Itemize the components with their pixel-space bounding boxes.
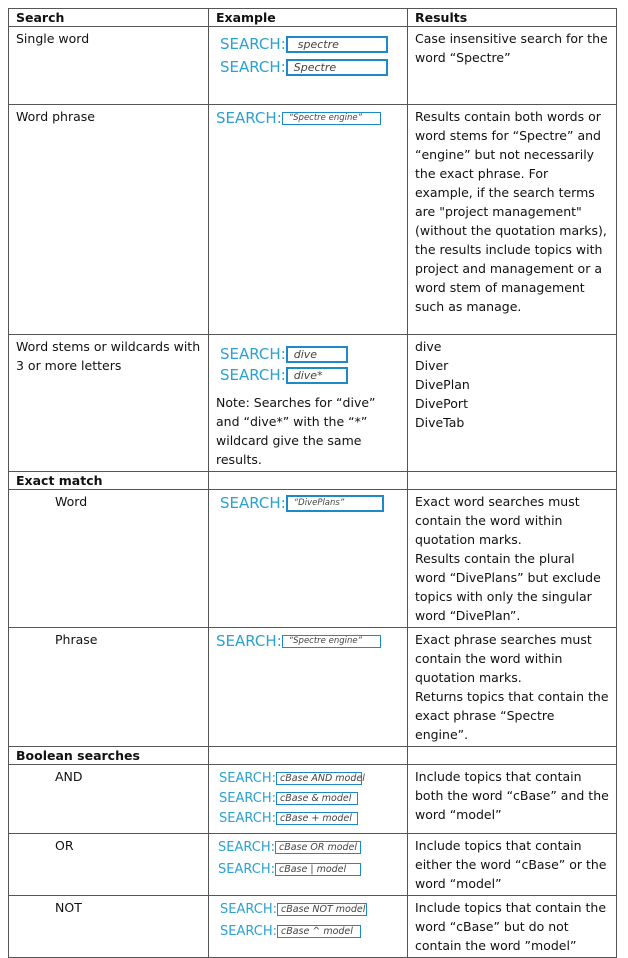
search-term: cBase OR model: [278, 842, 358, 853]
row-exact-phrase: [9, 628, 617, 747]
search-term: dive*: [293, 369, 323, 382]
search-term: cBase NOT model: [280, 904, 366, 915]
search-label: SEARCH:: [216, 632, 282, 650]
search-box: [275, 841, 361, 854]
search-term: “DivePlans”: [293, 498, 345, 508]
search-term: Spectre: [293, 61, 337, 74]
search-type-label: Word stems or wildcards with 3 or more letters: [9, 335, 209, 472]
search-label: SEARCH:: [220, 494, 286, 512]
search-term: “Spectre engine”: [288, 636, 363, 646]
search-box: [286, 495, 384, 512]
search-type-label: OR: [9, 834, 209, 896]
search-label: SEARCH:: [220, 924, 277, 939]
result-item: dive: [415, 339, 442, 354]
example-cell: [209, 896, 408, 958]
section-label: Boolean searches: [9, 747, 209, 765]
search-example: [220, 58, 400, 77]
search-term: cBase AND model: [279, 773, 365, 784]
example-cell: [209, 490, 408, 628]
row-word-stems: [9, 335, 617, 472]
row-exact-word: [9, 490, 617, 628]
example-note: Note: Searches for “dive” and “dive*” with the “*” wildcard give the same results.: [216, 395, 376, 467]
search-example: [216, 109, 400, 128]
search-label: SEARCH:: [220, 58, 286, 76]
search-label: SEARCH:: [219, 811, 276, 826]
search-box: [277, 925, 361, 938]
search-type-label: Single word: [9, 27, 209, 105]
result-text: Case insensitive search for the word “Spectre”: [408, 27, 617, 105]
search-box: [276, 772, 365, 785]
search-example: [220, 900, 400, 919]
result-list: [408, 335, 617, 472]
row-not: [9, 896, 617, 958]
section-label: Exact match: [9, 472, 209, 490]
result-text: Include topics that contain either the word “cBase” or the word “model”: [408, 834, 617, 896]
search-label: SEARCH:: [220, 35, 286, 53]
row-or: [9, 834, 617, 896]
search-box: [276, 792, 358, 805]
result-text: Include topics that contain both the word “cBase” and the word “model”: [408, 765, 617, 834]
section-exact-match: [9, 472, 617, 490]
result-item: DiveTab: [415, 415, 465, 430]
example-cell: [209, 765, 408, 834]
header-search: Search: [9, 9, 209, 27]
example-cell: [209, 105, 408, 335]
result-text: Include topics that contain the word “cBase” but do not contain the word ”model”: [408, 896, 617, 958]
row-word-phrase: [9, 105, 617, 335]
search-type-label: Word phrase: [9, 105, 209, 335]
search-term: “Spectre engine”: [288, 113, 363, 123]
section-boolean: [9, 747, 617, 765]
result-text: Exact word searches must contain the word within quotation marks.: [415, 494, 580, 547]
example-cell: [209, 628, 408, 747]
row-single-word: [9, 27, 617, 105]
search-box: [286, 346, 348, 363]
header-example: Example: [209, 9, 408, 27]
search-syntax-table: [8, 8, 617, 958]
search-box: [276, 812, 358, 825]
example-cell: [209, 27, 408, 105]
search-label: SEARCH:: [220, 366, 286, 384]
header-results: Results: [408, 9, 617, 27]
result-text: Returns topics that contain the exact phrase “Spectre engine”.: [415, 689, 609, 742]
search-type-label: AND: [9, 765, 209, 834]
search-term: cBase ^ model: [280, 926, 353, 937]
search-example: [216, 632, 400, 651]
search-type-label: Phrase: [9, 628, 209, 747]
result-list: [408, 490, 617, 628]
search-box: [277, 903, 367, 916]
result-text: Exact phrase searches must contain the word within quotation marks.: [415, 632, 592, 685]
row-and: [9, 765, 617, 834]
search-example: [218, 838, 400, 857]
search-box: [286, 36, 388, 53]
search-term: cBase + model: [279, 813, 352, 824]
search-box: [282, 112, 381, 125]
search-example: [220, 494, 400, 513]
search-example: [218, 860, 400, 879]
search-example: [220, 922, 400, 941]
search-box: [286, 59, 388, 76]
example-cell: [209, 834, 408, 896]
search-example: [220, 345, 400, 364]
search-box: [275, 863, 361, 876]
search-label: SEARCH:: [216, 109, 282, 127]
search-type-label: NOT: [9, 896, 209, 958]
search-label: SEARCH:: [220, 902, 277, 917]
result-text: Results contain both words or word stems for “Spectre” and “engine” but not necessarily the exact phrase. For example, if the search terms are "project management" (without the quotation marks), the results include topics with project and management or a word stem of management such as manage.: [408, 105, 617, 335]
search-example: [219, 789, 400, 808]
search-box: [286, 367, 348, 384]
search-label: SEARCH:: [218, 840, 275, 855]
search-example: [219, 809, 400, 828]
search-label: SEARCH:: [219, 771, 276, 786]
search-label: SEARCH:: [219, 791, 276, 806]
result-item: DivePlan: [415, 377, 470, 392]
search-term: cBase & model: [279, 793, 352, 804]
header-row: [9, 9, 617, 27]
search-example: [220, 35, 400, 54]
search-example: [220, 366, 400, 385]
result-item: DivePort: [415, 396, 468, 411]
search-example: [219, 769, 400, 788]
result-item: Diver: [415, 358, 449, 373]
example-cell: [209, 335, 408, 472]
search-term: dive: [293, 348, 318, 361]
search-term: cBase | model: [278, 864, 347, 875]
search-type-label: Word: [9, 490, 209, 628]
search-label: SEARCH:: [218, 862, 275, 877]
search-box: [282, 635, 381, 648]
result-text: Results contain the plural word “DivePlans” but exclude topics with only the singular word “DivePlan”.: [415, 551, 601, 623]
search-label: SEARCH:: [220, 345, 286, 363]
search-term: spectre: [297, 38, 339, 51]
result-list: [408, 628, 617, 747]
